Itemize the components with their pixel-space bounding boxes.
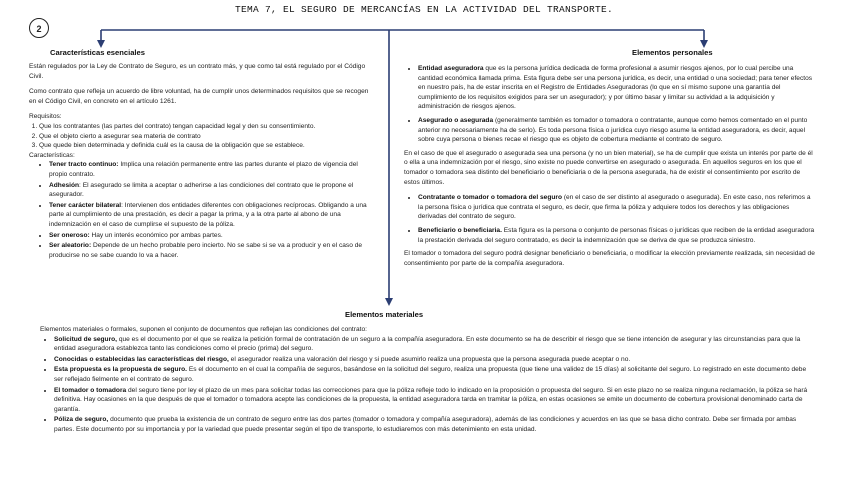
bottom-heading: Elementos materiales	[345, 310, 424, 319]
caracteristicas-list	[35, 160, 373, 260]
left-paragraph-1: Están regulados por la Ley de Contrato de Seguro, es un contrato más, y que como tal está regulado por el Código Civil.	[29, 63, 366, 80]
caracteristicas-label: Características:	[29, 151, 75, 159]
list-item: • Conocidas o establecidas las características del riesgo, el asegurador realiza una valoración del riesgo y si puede asumirlo realiza una propuesta que la persona asegurada puede aceptar o no.	[54, 355, 812, 365]
list-item: 3. Que quede bien determinada y definida cuál es la causa de la obligación que se establece.	[39, 141, 373, 151]
left-heading: Características esenciales	[50, 48, 145, 57]
list-item: • Ser aleatorio: Depende de un hecho probable pero incierto. No se sabe si se va a producir y en el caso de producirse no se sabe cuando lo va a hacer.	[49, 241, 373, 260]
right-column	[404, 64, 816, 274]
list-item: • El tomador o tomadora del seguro tiene por ley el plazo de un mes para solicitar todas las correcciones para que la póliza refleje todo lo indicado en la proposición o propuesta del seguro. Si en este plazo no se realiza ninguna reclamación, la póliza se hará definitiva. Hay ocasiones en la que después de que el tomador o tomadora acepte las condiciones de la propuesta, la entidad aseguradora tarda en tramitar la póliza, en estas ocasiones se emite un documento de cobertura provisional denominado carta de garantía.	[54, 386, 812, 415]
list-item: • Tener tracto continuo: Implica una relación permanente entre las partes durante el plazo de vigencia del propio contrato.	[49, 160, 373, 179]
list-item: • Esta propuesta es la propuesta de seguro. Es el documento en el cual la compañía de seguros, basándose en la solicitud del seguro, realiza una propuesta (que tiene una validez de 15 días) al solicitante del seguro. Lo registrado en este documento debe ser reflejado fielmente en el contrato de seguro.	[54, 365, 812, 384]
right-heading: Elementos personales	[632, 48, 713, 57]
requisitos-list	[29, 122, 373, 151]
bottom-section	[40, 325, 812, 436]
page-number-badge: 2	[29, 18, 49, 38]
left-column	[29, 62, 373, 261]
list-item: • Entidad aseguradora que es la persona jurídica dedicada de forma profesional a asumir riesgos ajenos, por lo cual percibe una cantidad económica llamada prima. Esta figura debe ser una persona jurídica, es decir, una entidad o una sociedad; para tener efectos en nuestro país, ha de estar inscrita en el Registro de Entidades Aseguradoras (lo que en sí mismo supone una garantía del cumplimiento de los requisitos exigidos para ser un asegurador); y por último basar y limitar su actividad a la adquisición y administración de riesgos ajenos.	[418, 64, 816, 112]
list-item: 2. Que el objeto cierto a asegurar sea materia de contrato	[39, 132, 373, 142]
personales-list-1	[404, 64, 816, 145]
page-title: TEMA 7, EL SEGURO DE MERCANCÍAS EN LA ACTIVIDAD DEL TRANSPORTE.	[234, 4, 614, 15]
list-item: • Tener carácter bilateral: Intervienen dos entidades diferentes con obligaciones recíprocas. Obligando a una parte al cumplimiento de una prestación, es decir a pagar la prima, y a la otra parte al abono de una indemnización en el caso de cumplirse el supuesto de la póliza.	[49, 201, 373, 230]
list-item: • Asegurado o asegurada (generalmente también es tomador o tomadora o contratante, aunque como hemos comentado en el punto anterior no necesariamente ha de serlo). Es toda persona física o jurídica cuyo riesgo asume la entidad aseguradora, es decir, aquel sobre cuya persona o bienes recae el riesgo que es objeto de cobertura mediante el contrato de seguro.	[418, 116, 816, 145]
list-item: • Contratante o tomador o tomadora del seguro (en el caso de ser distinto al asegurado o asegurada). En este caso, nos referimos a la persona física o jurídica que contrata el seguro, es decir, que firma la póliza y adquiere todos los derechos y las obligaciones derivadas del contrato de seguro.	[418, 193, 816, 222]
requisitos-label: Requisitos:	[29, 113, 62, 121]
list-item: • Ser oneroso: Hay un interés económico por ambas partes.	[49, 231, 373, 241]
left-paragraph-2: Como contrato que refleja un acuerdo de libre voluntad, ha de cumplir unos determinados requisitos que se recogen en el Código Civil, en concreto en el artículo 1261.	[29, 88, 369, 105]
personales-list-2	[404, 193, 816, 245]
bottom-intro: Elementos materiales o formales, suponen el conjunto de documentos que reflejan las condiciones del contrato:	[40, 326, 367, 333]
right-paragraph-2: El tomador o tomadora del seguro podrá designar beneficiario o beneficiaria, o modificar la elección previamente realizada, sin necesidad de consentimiento por parte de la compañía aseguradora.	[404, 250, 815, 267]
list-item: • Póliza de seguro, documento que prueba la existencia de un contrato de seguro entre las dos partes (tomador o tomadora y compañía aseguradora), además de las condiciones y acuerdos en las que se basa dicho contrato. Debe ser firmada por ambas partes. Este documento por su importancia y por la variedad que puede presentar según el tipo de transporte, lo estudiaremos con más detenimiento en esta unidad.	[54, 415, 812, 434]
list-item: • Adhesión: El asegurado se limita a aceptar o adherirse a las condiciones del contrato que le propone el asegurador.	[49, 181, 373, 200]
list-item: • Beneficiario o beneficiaria. Esta figura es la persona o conjunto de personas físicas o jurídicas que reciben de la entidad aseguradora la prestación derivada del seguro contratado, es decir la indemnización que se deriva de que se produzca siniestro.	[418, 226, 816, 245]
right-paragraph-1: En el caso de que el asegurado o asegurada sea una persona (y no un bien material), se ha de cumplir que exista un interés por parte de él o ella a una indemnización por el riesgo, sino existe no puede convertirse en asegurado o asegurada. En aquellos seguros en los que el tomador o tomadora sea distinto del beneficiario o beneficiaria o de la persona asegurada, ha de existir el consentimiento por escrito de estos últimos.	[404, 149, 813, 186]
list-item: 1. Que los contratantes (las partes del contrato) tengan capacidad legal y den su consentimiento.	[39, 122, 373, 132]
materiales-list	[40, 335, 812, 435]
list-item: • Solicitud de seguro, que es el documento por el que se realiza la petición formal de contratación de un seguro a la compañía aseguradora. En este documento se ha de describir el riesgo que se tiene intención de asegurar y las circunstancias para que la entidad aseguradora establezca tanto las condiciones como el precio (prima) del seguro.	[54, 335, 812, 354]
